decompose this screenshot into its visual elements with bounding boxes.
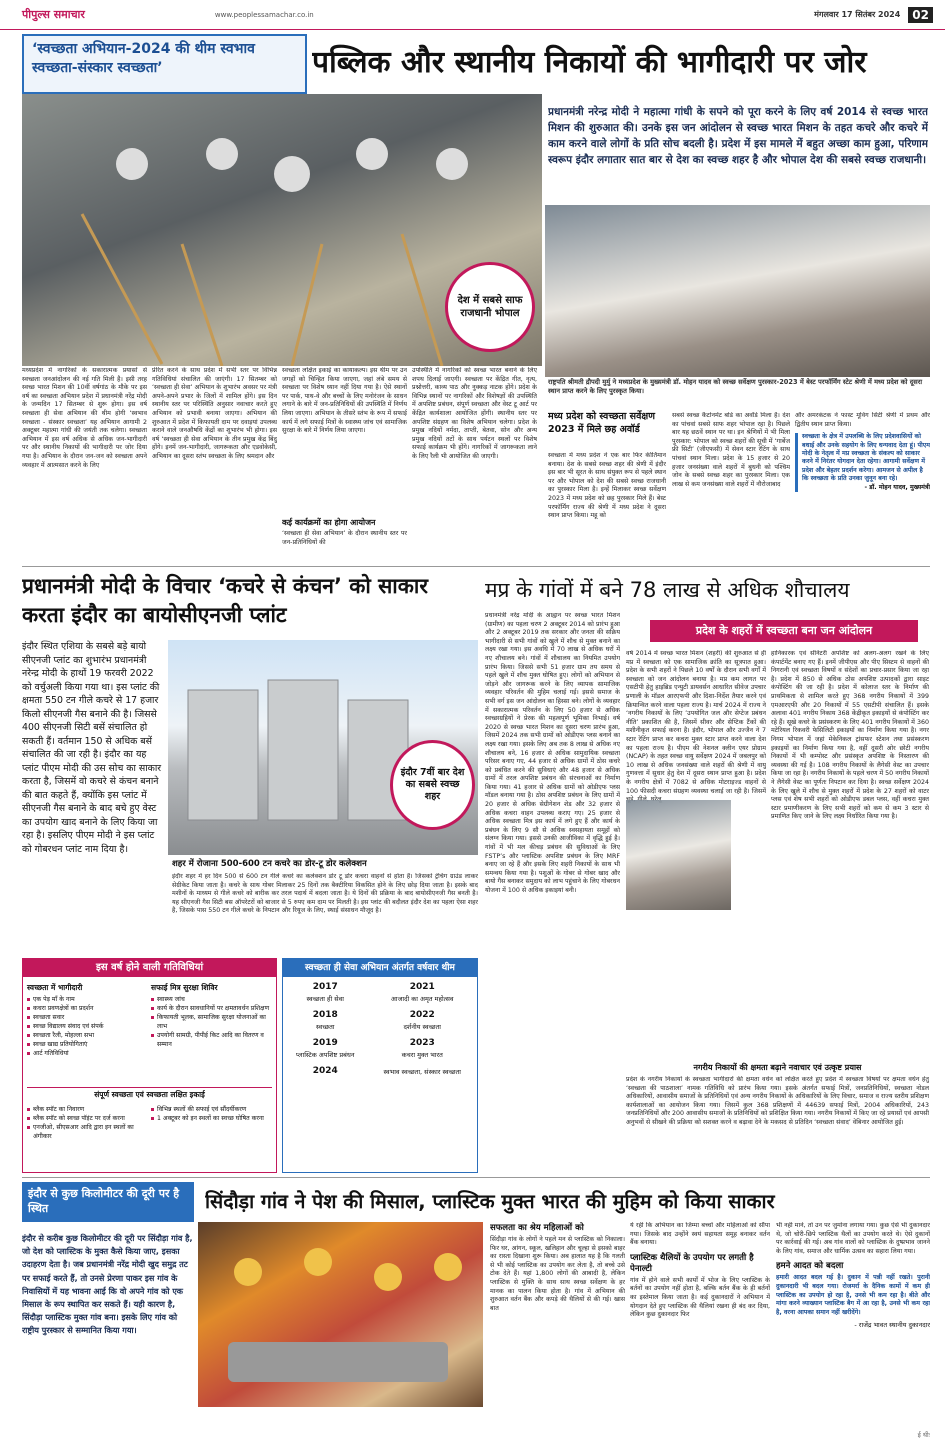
activities-col-4 [151,1105,273,1123]
year-cell: 2021 [409,982,435,992]
sindoda-c2b: गांव में होने वाले सभी कार्यों में भोज के लिए प्लास्टिक के बर्तनों का उपयोग नहीं होता है, बल्कि बर्तन बैंक के ही बर्तनों का इस्तेमाल किया जाता है। कई दुकानदारों ने अभियान में योगदान देते हुए प्लास्टिक की थैलियां रखना ही बंद कर दिया, लेकिन कुछ दुकानदार फिर [630,1276,770,1319]
activity-item: किफायती भूलक, सामाजिक सुरक्षा योजनाओं का लाभ [151,1013,273,1031]
indore-headline: प्रधानमंत्री मोदी के विचार ‘कचरे से कंचन’ को साकार करता इंदौर का बायोसीएनजी प्लांट [22,574,428,627]
sindoda-h1: सफलता का श्रेय महिलाओं को [490,1223,584,1233]
award-ceremony-photo [545,205,930,377]
indore-badge [390,740,475,830]
awards-col-2: सबसे स्वच्छ कैंटोनमेंट बोर्ड का अवॉर्ड मिला है। देश का पांचवां सबसे साफ शहर भोपाल रहा है। पिछले बार यह छठवें स्थान पर था। इन श्रेणियों में भी मिला पुरस्कार: भोपाल को स्वच्छ शहरों की सूची में ‘गार्बेज फ्री सिटी’ (जीएफसी) में सेवन स्टार रेटिंग के साथ पांचवां स्थान मिला। प्रदेश के 15 हजार से 20 हजार जनसंख्या वाले शहरों में बुधनी को पश्चिम जोन के सबसे स्वच्छ शहर का पुरस्कार मिला। एक लाख से कम जनसंख्या वाले शहरों में नौरोजाबाद [672,412,790,488]
indore-badge-text: इंदौर 7वीं बार देश का सबसे स्वच्छ शहर [400,767,465,802]
activity-item: कचरा प्रवणक्षेत्रों का प्रदर्शन [27,1004,147,1013]
masthead [0,0,945,30]
divider-2 [22,1177,930,1178]
s1-col-2: प्रेरित करने के साथ प्रदेश में सभी स्तर पर विभिन्न गतिविधियां संचालित की जाएंगी। 17 सितम्बर को ‘स्वच्छता ही सेवा’ अभियान के शुभारंभ अवसर पर मंत्री अपने-अपने प्रभार के जिलों में शामिल होंगे। इस दिन स्थानीय स्तर पर परिस्थिति अनुसार नवाचार करते हुए अभियान को प्रभावी बनाया जाएगा। अभियान की शुरुआत में प्रदेश में किफायती दाम पर दवाइयां उपलब्ध कराने वाले जनऔषधि केंद्रों का शुभारंभ भी होगा। इस वर्ष ‘स्वच्छता ही सेवा अभियान के तीन प्रमुख केंद्र बिंदु होंगे। इनमें जन-भागीदारी, जागरूकता और एडवोकेसी, अभियान का दूसरा स्तंभ स्वच्छता के लिए श्रमदान और [152,367,277,460]
year-cell: 2022 [409,1010,435,1020]
activity-item: 1 अक्टूबर को इन स्थलों का स्वच्छ घोषित करना [151,1114,273,1123]
table-row [283,1049,477,1060]
indore-subhead: शहर में रोजाना 500-600 टन कचरे का डोर-टू डोर कलेक्शन [172,859,367,869]
sindoda-c3b: हमारी आदत बदल गई है। दुकान में पन्नी नहीं रखते। पुरानी दुकानदारी भी बदल गया। रोजमर्रा के दैनिक कामों में कम ही प्लास्टिक का उपयोग हो रहा है, उनसे भी कम रहा है। बीते और मांगा करने व्याख्यान प्लास्टिक बैग में आ रहा है, उनसे भी कम रहा है, वरना आपका समान नहीं खरीदेंगे। [776,1274,930,1316]
activities-title: इस वर्ष होने वाली गतिविधियां [23,959,276,977]
activity-item: एक पेड़ माँ के नाम [27,995,147,1004]
s1-col-1: मध्यप्रदेश में नागरिकों के सकारात्मक प्रयासों से स्वच्छता जनआंदोलन की नई गति मिली है। इसी तरह स्वच्छ भारत मिशन की 10वीं वर्षगांठ के मौके पर इस वर्ष का स्वच्छता अभियान प्रदेश में प्रधानमंत्री नरेंद्र मोदी के जन्मदिन 17 सितम्बर से शुरू होगा। इस वर्ष स्वच्छता ही सेवा अभियान की थीम होगी ‘स्वभाव स्वच्छता - संस्कार स्वच्छता’ यह अभियान आगामी 2 अक्टूबर महात्मा गांधी की जयंती तक चलेगा। स्वच्छता अभियान में इस वर्ष अधिक से अधिक जन-भागीदारी पर और स्थानीय निकायों की भागीदारी पर जोर दिया गया है। अभियान के दौरान जन-जन को स्वच्छता अपने व्यवहार में आत्मसात करने के लिए [22,367,147,469]
year-cell: 2019 [312,1038,338,1048]
capacity-text: प्रदेश के नगरीय निकायों के स्वच्छता भागीदारों की क्षमता वर्धन को लक्षित करते हुए प्रदेश में स्वच्छता विषयों पर क्षमता वर्धन हेतु ‘स्वच्छता की पाठशाला’ नामक गतिविधि को प्रारंभ किया गया। इसके अंतर्गत सफाई मित्रों, जनप्रतिनिधियों, स्वच्छता नोडल अधिकारियों, आवासीय समाजों के प्रतिनिधियों एवं अन्य नगरीय निकायों के अधिकारियों के लिए विचार, समाज व राज्य स्तरीय प्रशिक्षण कार्यशालाओं का आयोजन किया गया। जिसमें कुल 368 प्रशिक्षणों में 44639 सफाई मित्रों, 2004 अधिकारियों, 243 जनप्रतिनिधियों और 200 आवासीय समाजों के प्रतिनिधियों को प्रशिक्षित किया गया। नगरीय निकायों में किए जा रहे प्रयासों एवं आपसी अनुभवों से सीखने की प्रक्रिया को सशक्त करने व बढ़ावा देने के मकसद से प्रतिदिन ‘स्वच्छता संवाद’ वेबिनार आयोजित हुई। [626,1076,929,1126]
newspaper-logo: पीपुल्स समाचार [22,8,85,21]
main-headline: पब्लिक और स्थानीय निकायों की भागीदारी पर जोर [312,45,867,80]
theme-title: स्वच्छता ही सेवा अभियान अंतर्गत वर्षवार थीम [283,959,477,977]
activities-h1: स्वच्छता में भागीदारी [27,983,83,992]
theme-cell: कचरा मुक्त भारत [401,1051,443,1059]
sindoda-left: इंदौर से करीब कुछ किलोमीटर की दूरी पर सिंदौड़ा गांव है, जो देश को प्लास्टिक के मुक्त कैसे किया जाए, इसका उदाहरण देता है। जब प्रधानमंत्री नरेंद्र मोदी खुद समुद्र तट पर सफाई करते हैं, तो उनसे प्रेरणा पाकर इस गांव के निवासियों में यह भावना आई कि वो अपने गांव को एक मिसाल के रूप स्थापित कर सकते हैं। यही कारण है, सिंदौड़ा प्लास्टिक मुक्त गांव बना। इसके लिए गांव को राष्ट्रीय पुरस्कार से सम्मानित किया गया। [22,1233,193,1336]
activity-item: आर्ट गतिविधियां [27,1049,147,1058]
kicker-box [22,34,307,94]
page-footer: ई थीः [917,1431,930,1439]
bhopal-badge [445,262,535,352]
activities-col-2 [151,983,273,1049]
activities-h2: सफाई मित्र सुरक्षा शिविर [151,983,218,992]
sindoda-col-2 [630,1222,770,1407]
awards-col-1: स्वच्छता में मध्य प्रदेश ने एक बार फिर कीर्तिमान बनाया। देश के सबसे स्वच्छ शहर की श्रेणी में इंदौर इस बार भी सूरत के साथ संयुक्त रूप से पहले स्थान पर और भोपाल को देश की सबसे स्वच्छ राजधानी का पुरस्कार मिला है। इन्हें मिलाकर स्वच्छ सर्वेक्षण 2023 में मध्य प्रदेश को छह पुरस्कार मिले हैं। बेस्ट परफॉर्मिंग राज्य की श्रेणी में मध्य प्रदेश ने दूसरा स्थान प्राप्त किया। महू को [548,452,666,520]
table-row [283,993,477,1004]
theme-cell: स्वच्छता [315,1023,335,1031]
website-url[interactable]: www.peoplessamachar.co.in [214,10,314,19]
intro-para: प्रधानमंत्री नरेन्द्र मोदी ने महात्मा गांधी के सपने को पूरा करने के लिए वर्ष 2014 से स्वच्छ भारत मिशन की शुरुआत की। उनके इस जन आंदोलन से स्वच्छ भारत मिशन के तहत कचरे और कचरे में काम करने वाले लोगों के प्रति सोच बदली है। प्रदेश में इस मामले में बहुत अच्छा काम हुआ, परिणाम स्वरूप इंदौर लगातार सात बार से देश का स्वच्छ शहर है और भोपाल देश की सबसे स्वच्छ राजधानी। [548,106,928,166]
activity-item: स्वच्छता रैली, मोहल्ला सभा [27,1031,147,1040]
women-illustration [198,1222,483,1407]
s1-col-4: उपस्थिति में नागरिकों को स्वच्छ भारत बनाने के लिए शपथ दिलाई जाएगी। स्वच्छता पर केंद्रित गीत, नृत्य, प्रश्नोत्तरी, काव्य पाठ और नुक्कड़ नाटक होंगे। प्रदेश के विभिन्न स्थानों पर नागरिकों और विशेषज्ञों की उपस्थिति में अपशिष्ट प्रबंधन, संपूर्ण स्वच्छता और वेस्ट टू आर्ट पर केंद्रित कार्यशाला आयोजित होंगी। स्थानीय स्तर पर अपशिष्ट संग्रहण का विशेष अभियान चलेगा। प्रदेश के प्रमुख नदियों नर्मदा, ताप्ती, बेतवा, सोन और अन्य प्रमुख नदियों तटों के साथ पर्यटन स्थलों पर विशेष सफाई कार्यक्रम भी होंगे। नागरिकों में जागरूकता लाने के लिए रैली भी आयोजित की जाएगी। [412,367,537,460]
urban-col-3: हानिकारक एवं सेनिटरी अपशिष्ट को अलग-अलग रखने के लिए कंपार्टमेंट बनाए गए हैं। इनमें जीपीएस और पीए सिस्टम से वाहनों की निगरानी एवं स्वच्छता विषयों व संदेशों का प्रचार-प्रसार किया जा रहा है। प्रदेश में 850 से अधिक ठोस अपशिष्ट उत्पादकों द्वारा साइट कंपोस्टिंग की जा रही है। प्रदेश में कोलाज स्तर के निर्माण की प्राथमिकता से शामिल करते हुए 368 नगरीय निकायों में 399 एमआरएफी और 20 निकायों में 55 एसटीपी संचालित हैं। इसके अलावा 401 नगरीय निकाय 368 केंद्रीकृत इकाइयों से कंपोस्टिंग कर रहे हैं। सूखे कचरे के प्रसंस्करण के लिए 401 नगरीय निकायों में 360 मटेरियल रिकवरी फेसिलिटी इकाइयों का निर्माण किया गया है। नगर निगम भोपाल में जहां मेकेनिकल ट्रांसफर स्टेशन तथा प्रसंस्करण इकाइयों का निर्माण किया गया है, वहीं दूसरी ओर छोटी नगरीय निकायों में भी कम्पोस्ट और प्रसंस्कृत अपशिष्ट के निस्तारण की व्यवस्था की गई है। 108 नगरीय निकायों के लैगेसी वेस्ट का उपचार किया जा रहा है। नगरीय निकायों के पहले चरण में 50 नगरीय निकायों ने लैगेसी वेस्ट का पूर्णतः निपटान कर दिया है। स्वच्छ सर्वेक्षण 2024 के लिए खुले में शौच से मुक्त शहरों में प्रदेश के 27 शहरों को वाटर प्लस एवं शेष सभी शहरों को ओडीएफ डबल प्लस, वहीं कचरा मुक्त स्टार प्रमाणीकरण के लिए सभी शहरों को कम से कम 3 स्टार से प्रमाणित किए जाने के लिए लक्ष्य निर्धारित किया गया है। [771,650,929,821]
s1-col-3-text: स्वच्छता लक्षित इकाई का कायाकल्प। इस थीम पर उन जगहों को चिन्हित किया जाएगा, जहां लंबे समय से स्वच्छता पर विशेष ध्यान नहीं दिया गया है। ऐसे स्थानों पर पार्क, पाथ-वे और बच्चों के लिए मनोरंजन के साधन लगाने के बारे में जन-प्रतिनिधियों की उपस्थिति में निर्णय लिया जाएगा। अभियान के तीसरे स्तंभ के रूप में सफाई कार्य में लगे सफाई मित्रों के स्वास्थ्य जांच एवं सामाजिक सुरक्षा के बारे में निर्णय लिया जाएगा। [282,367,407,435]
theme-cell: आजादी का अमृत महोत्सव [390,995,454,1003]
awards-headline: मध्य प्रदेश को स्वच्छता सर्वेक्षण 2023 में मिले छह अवॉर्ड [548,411,656,435]
sindoda-col-1 [490,1222,625,1407]
s1-col-3 [282,367,407,557]
toilets-col: प्रधानमंत्री नरेंद्र मोदी के आह्वान पर स्वच्छ भारत मिशन (ग्रामीण) का पहला चरण 2 अक्टूबर 2014 को प्रारंभ हुआ और 2 अक्टूबर 2019 तक सरकार और जनता की सक्रिय भागीदारी से सभी गांवों को खुले में शौच से मुक्त बनाने का लक्ष्य रखा गया। इस अवधि में 70 लाख से अधिक घरों में नए शौचालय बने। गांवों में शौचालय का नियमित उपयोग प्रारंभ किया। जिससे सभी 51 हजार ग्राम तय समय से पहले खुले में शौच मुक्त घोषित हुए। लोगों को अभियान से जोड़ने और जागरूक करने के लिए व्यापक सामाजिक व्यवहार परिवर्तन की मुहिम चलाई गई। इससे समाज के सभी वर्ग इस जन आंदोलन का हिस्सा बने। लोगों के व्यवहार में सकारात्मक परिवर्तन के लिए 50 हजार से अधिक स्वच्छाग्रहियों ने प्रेरक की महत्वपूर्ण भूमिका निभाई। वर्ष 2020 से स्वच्छ भारत मिशन का दूसरा चरण प्रारंभ हुआ, जिसमें 2024 तक सभी ग्रामों को ओडीएफ प्लस बनाने का लक्ष्य रखा गया। इसके लिए अब तक 8 लाख से अधिक नए शौचालय बने, 16 हजार से अधिक सामुदायिक स्वच्छता परिसर बनाए गए, 44 हजार से अधिक ग्रामों में ठोस कचरे को प्रबंधित करने की सुविधाएं और 48 हजार से अधिक ग्रामों में तरल अपशिष्ट प्रबंधन की संरचनाओं का निर्माण किया गया। 41 हजार से अधिक ग्रामों को ओडीएफ प्लस मॉडल बनाया गया है। ठोस अपशिष्ट प्रबंधन के लिए ग्रामों में 20 हजार से अधिक सेग्रीगेशन शेड और 32 हजार से अधिक कचरा वाहन उपलब्ध कराए गए। 25 हजार से अधिक स्वच्छता मित्र इस कार्य में लगे हुए हैं और कार्य के प्रबंधन के लिए 9 सौ से अधिक स्वसहायता समूहों को संलग्न किया गया। इससे उनकी आजीविका में वृद्धि हुई है। गांवों में भी मल कीचड़ प्रबंधन की सुविधाओं के लिए FSTP’s और प्लास्टिक अपशिष्ट प्रबंधन के लिए MRF बनाए जा रहे हैं और इसके लिए शहरी निकायों के साथ भी समन्वय किया गया है। पशुओं के गोबर से गोबर खाद और बायो गैस बनाकर समुदाय को लाभ पहुंचाने के लिए गोबरधन योजना में 100 से अधिक इकाइयां बनी। [485,612,620,894]
activities-box [22,958,277,1173]
theme-cell: प्लास्टिक अपशिष्ट प्रबंधन [296,1051,355,1059]
awards-col-3-text: और अमरकंटक ने फास्ट मूविंग सिटी श्रेणी में प्रथम और द्वितीय स्थान प्राप्त किया। [795,412,930,428]
issue-date: मंगलवार 17 सितंबर 2024 [814,10,901,19]
sindoda-c2: ये रही कि अभियान का जिम्मा बच्चों और महिलाओं को सौंपा गया। जिसके बाद उन्होंने स्वयं सहायता समूह बनाकर वर्तन बैंक बनाया। [630,1222,770,1247]
table-row [283,981,477,993]
theme-cell: स्वच्छता ही सेवा [306,995,344,1003]
cm-quote-text: स्वच्छता के क्षेत्र में उपलब्धि के लिए प्रदेशवासियों को बधाई और उनके सहयोग के लिए धन्यवाद देता हूं। पीएम मोदी के नेतृत्व में मप्र स्वच्छता के संकल्प को साकार करने में निरंतर योगदान देता रहेगा। आगामी सर्वेक्षण में प्रदेश और बेहतर प्रदर्शन करेगा। आमजन से अपील है कि स्वच्छता के प्रति उनका जुनून बना रहे। [802,433,930,483]
kicker-text: ‘स्वच्छता अभियान-2024 की थीम स्वभाव स्वच्छता-संस्कार स्वच्छता’ [32,41,255,76]
year-cell: 2023 [409,1038,435,1048]
activity-item: स्वच्छ खाद्य प्रतियोगिताएं [27,1040,147,1049]
sindoda-byline: - राजेंद्र भावत स्थानीय दुकानदार [854,1321,930,1330]
sindoda-h3: हमने आदत को बदला [776,1261,844,1272]
activity-item: ब्लैक स्पॉट को स्वच्छ पॉइंट पर दर्ज करना [27,1114,147,1123]
activity-item: एनजीओ, सीएसआर आदि द्वारा इन स्थलों का अंगीकार [27,1123,147,1141]
activities-col-1 [27,983,147,1058]
sindoda-col-3 [776,1222,930,1407]
activities-col-3 [27,1105,147,1141]
activity-item: कार्य के दौरान सावधानियों पर क्षमतावर्धन प्रशिक्षण [151,1004,273,1013]
capacity-subhead: नगरीय निकायों की क्षमता बढ़ाने नवाचार एवं उत्कृष्ट प्रयास [693,1063,862,1072]
theme-cell: स्वभाव स्वच्छता, संस्कार स्वच्छता [383,1067,461,1076]
indore-col: इंदौर स्थित एशिया के सबसे बड़े बायो सीएनजी प्लांट का शुभारंभ प्रधानमंत्री नरेन्द्र मोदी के हाथों 19 फरवरी 2022 को वर्चुअली किया गया था। इस प्लांट की क्षमता 550 टन गीले कचरे से 17 हजार किलो सीएनजी गैस बनाने की है। जिससे 400 सीएनजी सिटी बसें संचालित हो सकती हैं। वर्तमान 150 से अधिक बसें संचालित की जा रही है। इंदौर का यह प्लांट पीएम मोदी की उस सोच का साकार करता है, जिसमें वो कचरे से कंचन बनाने की बात कहते हैं, क्योंकि इस प्लांट में सीएनजी गैस बनाने के बाद बचे हुए वेस्ट का उपयोग खाद बनाने के लिए किया जा रहा है। इसलिए पीएम मोदी ने इस प्लांट को गोबरधन प्लांट नाम दिया है। [22,641,162,855]
activities-h3: संपूर्ण स्वच्छता एवं स्वच्छता लक्षित इकाई [27,1087,272,1100]
year-cell: 2024 [312,1066,338,1076]
activity-item: ब्लैक स्पॉट का निवारण [27,1105,147,1114]
s1-col-3-subhead: कई कार्यक्रमों का होगा आयोजन [282,518,376,527]
activity-item: स्वच्छता सवार [27,1013,147,1022]
table-row [283,1004,477,1021]
award-caption: राष्ट्रपति श्रीमती द्रौपदी मुर्मु ने मध्यप्रदेश के मुख्यमंत्री डॉ. मोहन यादव को स्वच्छ सर्वेक्षण पुरस्कार-2023 में बेस्ट परफॉर्मिंग स्टेट श्रेणी में मध्य प्रदेश को दूसरा स्थान प्राप्त करने के लिए पुरस्कृत किया। [548,378,923,395]
theme-cell: दर्शनीय स्वच्छता [403,1023,441,1031]
divider-1 [22,566,930,567]
minister-photo [626,800,731,910]
activity-item: उपयोगी सामग्री, पीपीई किट आदि का वितरण व सम्मान [151,1031,273,1049]
sindoda-box: इंदौर से कुछ किलोमीटर की दूरी पर है स्थित [22,1182,194,1222]
cm-quote [795,433,930,492]
page-number: 02 [908,7,933,23]
activity-item: स्वास्थ्य जांच [151,995,273,1004]
table-row [283,1032,477,1049]
toilets-headline: मप्र के गांवों में बने 78 लाख से अधिक शौचालय [485,578,850,602]
theme-table [283,981,477,1077]
table-row [283,1021,477,1032]
sindoda-c1: सिंदौड़ा गांव के लोगों ने पहले मन से प्लास्टिक को निकाला। फिर घर, आंगन, स्कूल, खलिहान और चूल्हा से इसको बाहर का रास्ता दिखाना शुरू किया। अब हालात यह है कि गलती से भी कोई प्लास्टिक का उपयोग कर लेता है, तो बच्चे उसे टोक देते हैं। यहां 1,800 लोगों की आबादी है, लेकिन प्लास्टिक से मुक्ति के साथ साथ स्वच्छ सर्वेक्षण के हर मानक का पालन किया होता है। गांव में अभियान की शुरुआत वर्तन बैंक और कपड़े की थैलियों से की गई। खास बात [490,1236,625,1312]
sindoda-h2: प्लास्टिक थैलियों के उपयोग पर लगती है पेनाल्टी [630,1252,754,1274]
activity-item: स्वच्छ विद्यालय संवाद एवं संपर्क [27,1022,147,1031]
sindoda-c3: भी नहीं माने, तो उन पर जुर्माना लगाया गया। कुछ ऐसे भी दुकानदार थे, जो चोरी-छिपे प्लास्टिक थैलों का उपयोग करते थे। ऐसे दुकानों पर कार्रवाई की गई। अब गांव वालों को प्लास्टिक के दुष्प्रभाव जानने के लिए गांव, समाज और धार्मिक उत्सव का सहारा लिया गया। [776,1222,930,1255]
indore-body: इंदौर शहर में हर दिन 500 से 600 टन गीले कचरे का कलेक्शन डोर टू डोर कचरा वाहनों से होता है। जिसको ट्रेचिंग ग्राउंड लाकर सेग्रीकेट किया जाता है। कचरे के साथ गोबर मिलाकर 25 दिनों तक बैक्टीरिया विकसित होने के लिए छोड़ दिया जाता है। इसके बाद मशीनों के माध्यम से गीले कचरे को बारीक कर तरल पदार्थ में बदला जाता है। ये दिनों की प्रक्रिया के बाद बायोसीएनजी गैस बनती है। यह सीएनजी गैस सिटी बस ऑपरेटरों को बाजार से 5 रुपए कम दाम पर मिलती है। इस प्लांट की बदौलत इंदौर देश का पहला ऐसा शहर है, जिसके पास 550 टन गीले कचरे के निपटान और रियूज के लिए, स्थाई संसाधन मौजूद है। [172,873,478,915]
sindoda-headline: सिंदौड़ा गांव ने पेश की मिसाल, प्लास्टिक मुक्त भारत की मुहिम को किया साकार [205,1190,775,1213]
year-cell: 2017 [312,982,338,992]
bhopal-badge-text: देश में सबसे साफ राजधानी भोपाल [457,295,523,319]
table-row [283,1060,477,1077]
urban-col-2: वर्ष 2014 में स्वच्छ भारत मिशन (शहरी) की शुरुआत से ही मप्र में स्वच्छता को एक सामाजिक क्रांति का सूत्रपात हुआ। प्रदेश के सभी शहरों ने पिछले 10 वर्षों के दौरान सभी वर्गों में स्वच्छता को जन आंदोलन बनाया है। मप्र कम लागत पर एसटीपी हेतु हाइब्रिड एन्युटी डायवर्सन आधारित सीवेज उपचार प्रणाली के मॉडल आरएफपी और दिशा-निर्देश तैयार करने एवं क्रियान्वित करने वाला पहला राज्य है। मार्च 2024 में राज्य ने ‘नगरीय निकायों के लिए ’उपयोगित जल और सेप्टेज प्रबंधन नीति’ प्रकाशित की है, जिसमें सीवर और सेप्टिक टैंकों की मशीनीकृत सफाई करना है। इंदौर, भोपाल और उज्जैन ने 7 स्टार रेटिंग प्राप्त कर कचरा मुक्त स्टार प्राप्त करने वाला देश का पहला राज्य है। पीएम की नेशनल क्लीन एयर प्रोग्राम (NCAP) के तहत स्वच्छ वायु सर्वेक्षण 2024 में जबलपुर को 10 लाख से अधिक जनसंख्या वाले शहरों की श्रेणी में वायु गुणवत्ता में सुधार हेतु देश में दूसरा स्थान प्राप्त हुआ है। प्रदेश के नगरीय क्षेत्रों में 7082 से अधिक मोटराइज्ड वाहनों से 100 फीसदी कचरा संग्रहण व्यवस्था चलाई जा रही है। जिसमें [626,650,766,795]
theme-box [282,958,478,1173]
activity-item: विभिन्न स्थलों की सफाई एवं सौंदर्यीकरण [151,1105,273,1114]
village-women-photo [198,1222,483,1407]
awards-col-3 [795,412,930,562]
cm-quote-author: - डॉ. मोहन यादव, मुख्यमंत्री [864,483,930,491]
year-cell: 2018 [312,1010,338,1020]
urban-movement-box: प्रदेश के शहरों में स्वच्छता बना जन आंदोलन [650,620,918,642]
s1-col-3-text-b: ‘स्वच्छता ही सेवा अभियान’ के दौरान स्थानीय स्तर पर जन-प्रतिनिधियों की [282,530,407,546]
